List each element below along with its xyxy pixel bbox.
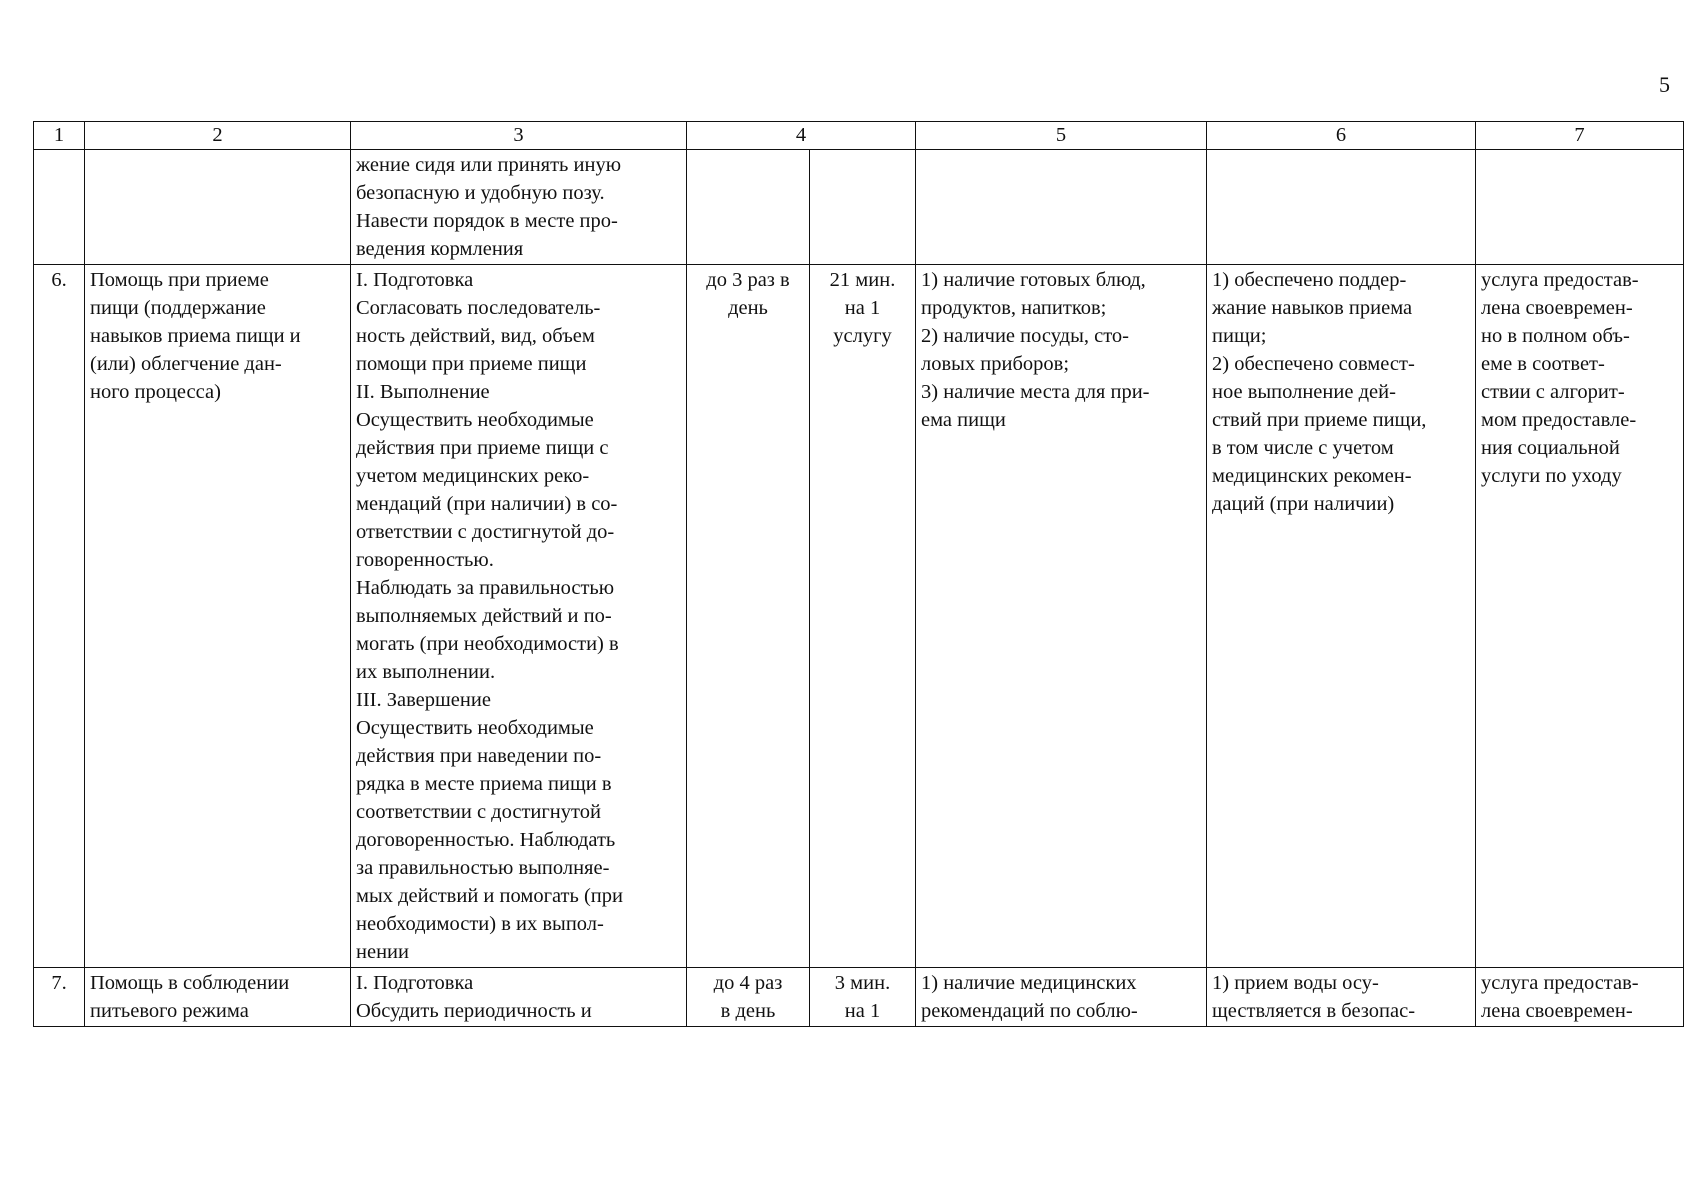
- text-line: соответствии с достигнутой: [356, 801, 601, 823]
- text-line: ния социальной: [1481, 437, 1620, 459]
- text-line: но в полном объ-: [1481, 325, 1630, 347]
- result-cell: [1207, 968, 1476, 1027]
- text-line: пищи;: [1212, 325, 1267, 347]
- text-line: ответствии с достигнутой до-: [356, 521, 615, 543]
- result-cell: [1207, 265, 1476, 968]
- text-line: нении: [356, 941, 409, 963]
- col-header-6: 6: [1207, 122, 1476, 150]
- col-header-7: 7: [1476, 122, 1684, 150]
- cont-procedure-cell: [351, 150, 687, 265]
- text-line: 3) наличие места для при-: [921, 381, 1150, 403]
- text-line: услуги по уходу: [1481, 465, 1622, 487]
- text-line: могать (при необходимости) в: [356, 633, 619, 655]
- text-line: III. Завершение: [356, 689, 491, 711]
- text-line: ловых приборов;: [921, 353, 1070, 375]
- text-line: 3 мин.: [834, 972, 891, 994]
- text-line: Наблюдать за правильностью: [356, 577, 615, 599]
- text-line: говоренностью.: [356, 549, 494, 571]
- text-line: ное выполнение дей-: [1212, 381, 1396, 403]
- cont-name-cell: [85, 150, 351, 265]
- frequency-cell: [687, 968, 810, 1027]
- text-line: (или) облегчение дан-: [90, 353, 282, 375]
- row-number: 6.: [34, 265, 85, 968]
- text-line: еме в соответ-: [1481, 353, 1605, 375]
- cont-result-cell: [1207, 150, 1476, 265]
- text-line: ема пищи: [921, 409, 1006, 431]
- table-row: [34, 968, 1684, 1027]
- procedure-cell: [351, 265, 687, 968]
- text-line: услуга предостав-: [1481, 269, 1639, 291]
- text-line: договоренностью. Наблюдать: [356, 829, 616, 851]
- text-line: питьевого режима: [90, 1000, 249, 1022]
- text-line: II. Выполнение: [356, 381, 490, 403]
- duration-cell: [810, 265, 916, 968]
- col-header-4: 4: [687, 122, 916, 150]
- text-line: ведения кормления: [356, 238, 524, 260]
- text-line: I. Подготовка: [356, 269, 474, 291]
- continuation-row: [34, 150, 1684, 265]
- text-line: ствии с алгорит-: [1481, 381, 1625, 403]
- text-line: 1) наличие готовых блюд,: [921, 269, 1146, 291]
- text-line: в день: [720, 1000, 776, 1022]
- text-line: ного процесса): [90, 381, 221, 403]
- cont-frequency-cell: [687, 150, 810, 265]
- text-line: услуга предостав-: [1481, 972, 1639, 994]
- text-line: I. Подготовка: [356, 972, 474, 994]
- row-number: 7.: [34, 968, 85, 1027]
- text-line: лена своевремен-: [1481, 1000, 1633, 1022]
- cont-conditions-cell: [916, 150, 1207, 265]
- text-line: мых действий и помогать (при: [356, 885, 624, 907]
- service-name-cell: [85, 968, 351, 1027]
- cont-quality-cell: [1476, 150, 1684, 265]
- text-line: выполняемых действий и по-: [356, 605, 612, 627]
- service-name-cell: [85, 265, 351, 968]
- text-line: даций (при наличии): [1212, 493, 1395, 515]
- text-line: на 1: [844, 297, 881, 319]
- text-line: пищи (поддержание: [90, 297, 266, 319]
- text-line: Согласовать последователь-: [356, 297, 601, 319]
- text-line: Осуществить необходимые: [356, 717, 594, 739]
- col-header-5: 5: [916, 122, 1207, 150]
- text-line: мендаций (при наличии) в со-: [356, 493, 618, 515]
- text-line: рядка в месте приема пищи в: [356, 773, 612, 795]
- col-header-2: 2: [85, 122, 351, 150]
- conditions-cell: [916, 968, 1207, 1027]
- text-line: 1) прием воды осу-: [1212, 972, 1379, 994]
- text-line: 1) наличие медицинских: [921, 972, 1137, 994]
- frequency-cell: [687, 265, 810, 968]
- text-line: помощи при приеме пищи: [356, 353, 587, 375]
- text-line: их выполнении.: [356, 661, 496, 683]
- text-line: рекомендаций по соблю-: [921, 1000, 1138, 1022]
- text-line: мом предоставле-: [1481, 409, 1637, 431]
- text-line: Осуществить необходимые: [356, 409, 594, 431]
- text-line: Помощь при приеме: [90, 269, 269, 291]
- text-line: ществляется в безопас-: [1212, 1000, 1416, 1022]
- text-line: Обсудить периодичность и: [356, 1000, 592, 1022]
- header-row: [34, 122, 1684, 150]
- table-row: [34, 265, 1684, 968]
- page-number: 5: [1659, 72, 1670, 97]
- text-line: за правильностью выполняе-: [356, 857, 610, 879]
- text-line: услугу: [833, 325, 892, 347]
- text-line: ность действий, вид, объем: [356, 325, 595, 347]
- text-line: действия при наведении по-: [356, 745, 602, 767]
- text-line: на 1: [844, 1000, 881, 1022]
- text-line: до 4 раз: [713, 972, 783, 994]
- col-header-3: 3: [351, 122, 687, 150]
- text-line: продуктов, напитков;: [921, 297, 1107, 319]
- text-line: 2) наличие посуды, сто-: [921, 325, 1129, 347]
- services-table: [33, 121, 1684, 1027]
- procedure-cell: [351, 968, 687, 1027]
- text-line: лена своевремен-: [1481, 297, 1633, 319]
- cont-duration-cell: [810, 150, 916, 265]
- text-line: 2) обеспечено совмест-: [1212, 353, 1415, 375]
- quality-cell: [1476, 265, 1684, 968]
- text-line: в том числе с учетом: [1212, 437, 1394, 459]
- text-line: 21 мин.: [829, 269, 896, 291]
- text-line: действия при приеме пищи с: [356, 437, 609, 459]
- text-line: 1) обеспечено поддер-: [1212, 269, 1407, 291]
- col-header-1: 1: [34, 122, 85, 150]
- text-line: день: [728, 297, 768, 319]
- text-line: Помощь в соблюдении: [90, 972, 290, 994]
- text-line: учетом медицинских реко-: [356, 465, 590, 487]
- text-line: до 3 раз в: [706, 269, 790, 291]
- text-line: навыков приема пищи и: [90, 325, 301, 347]
- text-line: безопасную и удобную позу.: [356, 182, 605, 204]
- text-line: жание навыков приема: [1212, 297, 1413, 319]
- quality-cell: [1476, 968, 1684, 1027]
- text-line: необходимости) в их выпол-: [356, 913, 604, 935]
- text-line: Навести порядок в месте про-: [356, 210, 618, 232]
- text-line: ствий при приеме пищи,: [1212, 409, 1427, 431]
- text-line: жение сидя или принять иную: [356, 154, 622, 176]
- conditions-cell: [916, 265, 1207, 968]
- cont-num-cell: [34, 150, 85, 265]
- text-line: медицинских рекомен-: [1212, 465, 1412, 487]
- duration-cell: [810, 968, 916, 1027]
